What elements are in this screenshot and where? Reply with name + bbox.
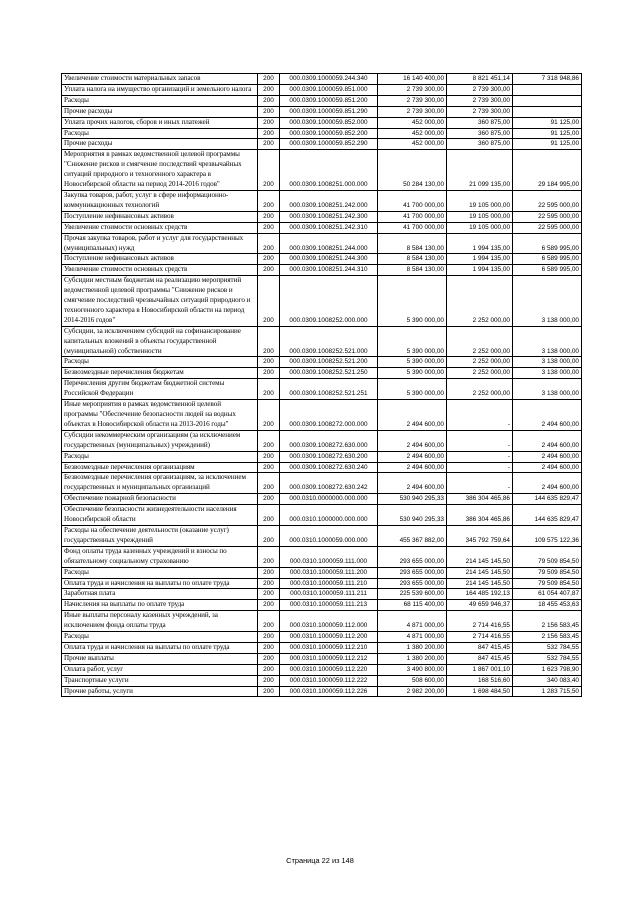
row-remaining-amount: 61 054 407,87 xyxy=(513,589,582,600)
table-row xyxy=(62,211,582,222)
table-row xyxy=(62,139,582,150)
table-row xyxy=(62,265,582,276)
row-budget-code: 000.0309.1008272.630.200 xyxy=(280,451,378,462)
row-remaining-amount: 79 509 854,50 xyxy=(513,546,582,567)
row-budget-code: 000.0310.1000059.112.212 xyxy=(280,653,378,664)
row-approved-amount: 8 584 130,00 xyxy=(378,233,447,254)
row-executed-amount: 2 252 000,00 xyxy=(447,276,513,327)
row-admin-code: 200 xyxy=(258,150,280,191)
row-remaining-amount: 3 138 000,00 xyxy=(513,326,582,357)
row-remaining-amount: 91 125,00 xyxy=(513,117,582,128)
row-approved-amount: 293 655 000,00 xyxy=(378,578,447,589)
row-remaining-amount: 2 494 600,00 xyxy=(513,430,582,451)
row-executed-amount: 21 099 135,00 xyxy=(447,150,513,191)
row-approved-amount: 41 700 000,00 xyxy=(378,222,447,233)
row-budget-code: 000.0310.1000059.111.213 xyxy=(280,600,378,611)
row-executed-amount: 360 875,00 xyxy=(447,117,513,128)
row-executed-amount: 49 659 946,37 xyxy=(447,600,513,611)
row-admin-code: 200 xyxy=(258,546,280,567)
row-name: Расходы xyxy=(62,357,258,368)
row-executed-amount: 19 105 000,00 xyxy=(447,211,513,222)
row-admin-code: 200 xyxy=(258,462,280,473)
row-approved-amount: 1 380 200,00 xyxy=(378,653,447,664)
row-executed-amount: 214 145 145,50 xyxy=(447,578,513,589)
row-budget-code: 000.0309.1008251.244.300 xyxy=(280,254,378,265)
row-name: Начисления на выплаты по оплате труда xyxy=(62,600,258,611)
row-admin-code: 200 xyxy=(258,233,280,254)
row-budget-code: 000.0309.1008252.521.250 xyxy=(280,368,378,379)
row-remaining-amount: 3 138 000,00 xyxy=(513,276,582,327)
row-admin-code: 200 xyxy=(258,632,280,643)
row-approved-amount: 41 700 000,00 xyxy=(378,211,447,222)
row-approved-amount: 68 115 400,00 xyxy=(378,600,447,611)
row-executed-amount: 345 792 759,64 xyxy=(447,525,513,546)
row-remaining-amount: 3 138 000,00 xyxy=(513,357,582,368)
row-approved-amount: 16 140 400,00 xyxy=(378,74,447,85)
row-executed-amount: 1 994 135,00 xyxy=(447,233,513,254)
row-budget-code: 000.0310.1000059.112.200 xyxy=(280,632,378,643)
row-remaining-amount: 144 635 829,47 xyxy=(513,505,582,526)
row-approved-amount: 4 871 000,00 xyxy=(378,632,447,643)
table-row xyxy=(62,233,582,254)
row-name: Субсидии некоммерческим организациям (за исключением государственных (муниципальных) учреждений) xyxy=(62,430,258,451)
row-approved-amount: 41 700 000,00 xyxy=(378,190,447,211)
table-row xyxy=(62,430,582,451)
row-executed-amount: 164 485 192,13 xyxy=(447,589,513,600)
row-budget-code: 000.0309.1008272.630.242 xyxy=(280,473,378,494)
table-row xyxy=(62,632,582,643)
row-remaining-amount: 91 125,00 xyxy=(513,139,582,150)
row-executed-amount: 2 252 000,00 xyxy=(447,326,513,357)
row-budget-code: 000.0309.1000059.851.200 xyxy=(280,95,378,106)
row-name: Уплата прочих налогов, сборов и иных платежей xyxy=(62,117,258,128)
budget-table xyxy=(61,73,582,697)
row-executed-amount: 386 304 465,86 xyxy=(447,505,513,526)
row-name: Увеличение стоимости материальных запасов xyxy=(62,74,258,85)
row-executed-amount: 214 145 145,50 xyxy=(447,567,513,578)
table-row xyxy=(62,326,582,357)
row-executed-amount: 360 875,00 xyxy=(447,139,513,150)
row-name: Расходы xyxy=(62,451,258,462)
row-approved-amount: 452 000,00 xyxy=(378,117,447,128)
row-executed-amount: 19 105 000,00 xyxy=(447,190,513,211)
table-row xyxy=(62,600,582,611)
table-row xyxy=(62,451,582,462)
row-remaining-amount: 2 494 600,00 xyxy=(513,462,582,473)
row-budget-code: 000.0310.1000000.000.000 xyxy=(280,505,378,526)
row-remaining-amount: 2 494 600,00 xyxy=(513,473,582,494)
row-approved-amount: 1 380 200,00 xyxy=(378,642,447,653)
table-row xyxy=(62,578,582,589)
table-row xyxy=(62,642,582,653)
row-name: Оплата труда и начисления на выплаты по оплате труда xyxy=(62,578,258,589)
row-remaining-amount: 144 635 829,47 xyxy=(513,494,582,505)
row-budget-code: 000.0310.1000059.111.210 xyxy=(280,578,378,589)
row-admin-code: 200 xyxy=(258,254,280,265)
row-admin-code: 200 xyxy=(258,139,280,150)
row-approved-amount: 8 584 130,00 xyxy=(378,265,447,276)
table-row xyxy=(62,95,582,106)
row-remaining-amount: 91 125,00 xyxy=(513,128,582,139)
row-admin-code: 200 xyxy=(258,525,280,546)
table-row xyxy=(62,150,582,191)
row-budget-code: 000.0310.1000059.112.226 xyxy=(280,686,378,697)
row-executed-amount: - xyxy=(447,462,513,473)
row-approved-amount: 5 390 000,00 xyxy=(378,276,447,327)
row-budget-code: 000.0309.1008251.244.310 xyxy=(280,265,378,276)
table-row xyxy=(62,84,582,95)
row-remaining-amount xyxy=(513,95,582,106)
row-admin-code: 200 xyxy=(258,505,280,526)
row-remaining-amount: 1 623 798,90 xyxy=(513,664,582,675)
row-name: Перечисления другим бюджетам бюджетной системы Российской Федерации xyxy=(62,379,258,400)
row-admin-code: 200 xyxy=(258,686,280,697)
row-remaining-amount xyxy=(513,106,582,117)
row-name: Поступление нефинансовых активов xyxy=(62,254,258,265)
row-executed-amount: 386 304 465,86 xyxy=(447,494,513,505)
row-admin-code: 200 xyxy=(258,653,280,664)
row-admin-code: 200 xyxy=(258,265,280,276)
table-row xyxy=(62,222,582,233)
row-budget-code: 000.0309.1008272.630.000 xyxy=(280,430,378,451)
row-budget-code: 000.0309.1008272.630.240 xyxy=(280,462,378,473)
table-row xyxy=(62,675,582,686)
row-name: Оплата труда и начисления на выплаты по оплате труда xyxy=(62,642,258,653)
row-executed-amount: - xyxy=(447,473,513,494)
table-row xyxy=(62,686,582,697)
row-approved-amount: 452 000,00 xyxy=(378,128,447,139)
budget-table-body xyxy=(62,74,582,697)
row-name: Обеспечение безопасности жизнедеятельности населения Новосибирской области xyxy=(62,505,258,526)
row-approved-amount: 530 940 295,33 xyxy=(378,505,447,526)
row-executed-amount: 360 875,00 xyxy=(447,128,513,139)
row-approved-amount: 2 739 300,00 xyxy=(378,84,447,95)
row-name: Прочие выплаты xyxy=(62,653,258,664)
table-row xyxy=(62,400,582,431)
table-row xyxy=(62,117,582,128)
row-executed-amount: 847 415,45 xyxy=(447,653,513,664)
row-approved-amount: 530 940 295,33 xyxy=(378,494,447,505)
row-executed-amount: - xyxy=(447,451,513,462)
row-admin-code: 200 xyxy=(258,430,280,451)
row-admin-code: 200 xyxy=(258,222,280,233)
row-admin-code: 200 xyxy=(258,276,280,327)
row-budget-code: 000.0310.1000059.112.210 xyxy=(280,642,378,653)
row-remaining-amount: 6 589 995,00 xyxy=(513,265,582,276)
row-admin-code: 200 xyxy=(258,451,280,462)
table-row xyxy=(62,653,582,664)
row-approved-amount: 2 739 300,00 xyxy=(378,95,447,106)
row-admin-code: 200 xyxy=(258,95,280,106)
row-approved-amount: 452 000,00 xyxy=(378,139,447,150)
row-budget-code: 000.0309.1008252.521.200 xyxy=(280,357,378,368)
row-executed-amount: 1 994 135,00 xyxy=(447,254,513,265)
row-executed-amount: 1 994 135,00 xyxy=(447,265,513,276)
row-executed-amount: 2 252 000,00 xyxy=(447,368,513,379)
row-executed-amount: 168 516,60 xyxy=(447,675,513,686)
row-name: Безвозмездные перечисления организациям, за исключением государственных и муниципальных организаций xyxy=(62,473,258,494)
row-remaining-amount: 79 509 854,50 xyxy=(513,578,582,589)
row-name: Заработная плата xyxy=(62,589,258,600)
row-remaining-amount: 2 494 600,00 xyxy=(513,400,582,431)
page-number: Страница 22 из 148 xyxy=(286,856,354,865)
row-remaining-amount: 532 784,55 xyxy=(513,653,582,664)
row-admin-code: 200 xyxy=(258,326,280,357)
row-admin-code: 200 xyxy=(258,567,280,578)
row-remaining-amount: 7 318 948,86 xyxy=(513,74,582,85)
row-budget-code: 000.0310.1000059.111.000 xyxy=(280,546,378,567)
row-approved-amount: 2 982 200,00 xyxy=(378,686,447,697)
row-name: Увеличение стоимости основных средств xyxy=(62,265,258,276)
row-approved-amount: 508 600,00 xyxy=(378,675,447,686)
row-remaining-amount: 6 589 995,00 xyxy=(513,233,582,254)
row-approved-amount: 5 390 000,00 xyxy=(378,379,447,400)
row-admin-code: 200 xyxy=(258,664,280,675)
row-budget-code: 000.0309.1000059.852.290 xyxy=(280,139,378,150)
row-budget-code: 000.0310.1000059.112.000 xyxy=(280,611,378,632)
row-admin-code: 200 xyxy=(258,600,280,611)
row-name: Прочая закупка товаров, работ и услуг для государственных (муниципальных) нужд xyxy=(62,233,258,254)
row-executed-amount: 2 714 416,55 xyxy=(447,611,513,632)
table-row xyxy=(62,74,582,85)
row-executed-amount: 214 145 145,50 xyxy=(447,546,513,567)
row-executed-amount: 1 698 484,50 xyxy=(447,686,513,697)
row-admin-code: 200 xyxy=(258,589,280,600)
table-row xyxy=(62,357,582,368)
row-approved-amount: 5 390 000,00 xyxy=(378,357,447,368)
row-approved-amount: 2 494 600,00 xyxy=(378,473,447,494)
row-admin-code: 200 xyxy=(258,675,280,686)
table-row xyxy=(62,106,582,117)
table-row xyxy=(62,505,582,526)
row-executed-amount: - xyxy=(447,430,513,451)
row-budget-code: 000.0310.1000059.111.200 xyxy=(280,567,378,578)
table-row xyxy=(62,664,582,675)
row-budget-code: 000.0309.1008251.242.310 xyxy=(280,222,378,233)
row-budget-code: 000.0309.1000059.244.340 xyxy=(280,74,378,85)
row-name: Иные мероприятия в рамках ведомственной целевой программы "Обеспечение безопасности людей на водных объектах в Новосибирской области на 2013-2016 годы" xyxy=(62,400,258,431)
row-approved-amount: 2 494 600,00 xyxy=(378,430,447,451)
table-row xyxy=(62,611,582,632)
row-admin-code: 200 xyxy=(258,642,280,653)
row-remaining-amount: 532 784,55 xyxy=(513,642,582,653)
row-name: Расходы на обеспечение деятельности (оказание услуг) государственных учреждений xyxy=(62,525,258,546)
row-name: Безвозмездные перечисления организациям xyxy=(62,462,258,473)
row-executed-amount: 8 821 451,14 xyxy=(447,74,513,85)
row-admin-code: 200 xyxy=(258,611,280,632)
table-row xyxy=(62,473,582,494)
row-name: Субсидии, за исключением субсидий на софинансирование капитальных вложений в объекты государственной (муниципальной) собственности xyxy=(62,326,258,357)
row-remaining-amount: 22 595 000,00 xyxy=(513,211,582,222)
row-approved-amount: 293 655 000,00 xyxy=(378,567,447,578)
table-row xyxy=(62,276,582,327)
row-budget-code: 000.0309.1000059.852.200 xyxy=(280,128,378,139)
row-executed-amount: - xyxy=(447,400,513,431)
row-name: Расходы xyxy=(62,128,258,139)
row-budget-code: 000.0310.1000059.111.211 xyxy=(280,589,378,600)
table-row xyxy=(62,379,582,400)
row-remaining-amount: 1 283 715,50 xyxy=(513,686,582,697)
row-remaining-amount xyxy=(513,84,582,95)
table-row xyxy=(62,190,582,211)
row-name: Мероприятия в рамках ведомственной целевой программы "Снижение рисков и смягчение последствий чрезвычайных ситуаций природного и техногенного характера в Новосибирской области на период 2014-2016 годов" xyxy=(62,150,258,191)
row-remaining-amount: 3 138 000,00 xyxy=(513,368,582,379)
row-admin-code: 200 xyxy=(258,578,280,589)
row-approved-amount: 2 739 300,00 xyxy=(378,106,447,117)
row-name: Транспортные услуги xyxy=(62,675,258,686)
row-name: Поступление нефинансовых активов xyxy=(62,211,258,222)
row-budget-code: 000.0309.1000059.851.290 xyxy=(280,106,378,117)
row-remaining-amount: 22 595 000,00 xyxy=(513,190,582,211)
row-approved-amount: 2 494 600,00 xyxy=(378,451,447,462)
row-admin-code: 200 xyxy=(258,357,280,368)
row-budget-code: 000.0309.1000059.852.000 xyxy=(280,117,378,128)
row-executed-amount: 2 252 000,00 xyxy=(447,379,513,400)
row-name: Безвозмездные перечисления бюджетам xyxy=(62,368,258,379)
row-approved-amount: 2 494 600,00 xyxy=(378,400,447,431)
row-budget-code: 000.0309.1008272.000.000 xyxy=(280,400,378,431)
row-budget-code: 000.0309.1008252.521.251 xyxy=(280,379,378,400)
row-approved-amount: 8 584 130,00 xyxy=(378,254,447,265)
row-executed-amount: 1 867 001,10 xyxy=(447,664,513,675)
row-name: Фонд оплаты труда казенных учреждений и взносы по обязательному социальному страхованию xyxy=(62,546,258,567)
row-name: Оплата работ, услуг xyxy=(62,664,258,675)
row-name: Прочие расходы xyxy=(62,139,258,150)
table-row xyxy=(62,128,582,139)
row-executed-amount: 2 739 300,00 xyxy=(447,106,513,117)
row-remaining-amount: 2 156 583,45 xyxy=(513,632,582,643)
row-name: Субсидии местным бюджетам на реализацию мероприятий ведомственной целевой программы "Снижение рисков и смягчение последствий чрезвычайных ситуаций природного и техногенного характера в Новосибирской области на период 2014-2016 годов" xyxy=(62,276,258,327)
row-budget-code: 000.0310.1000059.112.220 xyxy=(280,664,378,675)
row-name: Увеличение стоимости основных средств xyxy=(62,222,258,233)
row-remaining-amount: 29 184 995,00 xyxy=(513,150,582,191)
table-row xyxy=(62,462,582,473)
row-budget-code: 000.0310.1000059.000.000 xyxy=(280,525,378,546)
row-remaining-amount: 6 589 995,00 xyxy=(513,254,582,265)
row-name: Прочие расходы xyxy=(62,106,258,117)
row-approved-amount: 293 655 000,00 xyxy=(378,546,447,567)
row-name: Расходы xyxy=(62,95,258,106)
row-admin-code: 200 xyxy=(258,190,280,211)
table-row xyxy=(62,589,582,600)
row-admin-code: 200 xyxy=(258,106,280,117)
row-executed-amount: 19 105 000,00 xyxy=(447,222,513,233)
row-budget-code: 000.0309.1008252.000.000 xyxy=(280,276,378,327)
row-executed-amount: 2 714 416,55 xyxy=(447,632,513,643)
row-admin-code: 200 xyxy=(258,117,280,128)
row-executed-amount: 847 415,45 xyxy=(447,642,513,653)
row-remaining-amount: 2 494 600,00 xyxy=(513,451,582,462)
row-remaining-amount: 22 595 000,00 xyxy=(513,222,582,233)
row-admin-code: 200 xyxy=(258,211,280,222)
row-budget-code: 000.0309.1000059.851.000 xyxy=(280,84,378,95)
row-budget-code: 000.0309.1008251.000.000 xyxy=(280,150,378,191)
table-row xyxy=(62,494,582,505)
row-approved-amount: 225 539 600,00 xyxy=(378,589,447,600)
row-remaining-amount: 340 083,40 xyxy=(513,675,582,686)
row-approved-amount: 5 390 000,00 xyxy=(378,368,447,379)
table-row xyxy=(62,546,582,567)
row-executed-amount: 2 252 000,00 xyxy=(447,357,513,368)
row-name: Уплата налога на имущество организаций и земельного налога xyxy=(62,84,258,95)
row-name: Обеспечение пожарной безопасности xyxy=(62,494,258,505)
row-admin-code: 200 xyxy=(258,494,280,505)
row-approved-amount: 4 871 000,00 xyxy=(378,611,447,632)
row-admin-code: 200 xyxy=(258,379,280,400)
row-admin-code: 200 xyxy=(258,84,280,95)
table-row xyxy=(62,368,582,379)
row-budget-code: 000.0309.1008251.242.300 xyxy=(280,211,378,222)
table-row xyxy=(62,567,582,578)
row-executed-amount: 2 739 300,00 xyxy=(447,95,513,106)
row-name: Расходы xyxy=(62,632,258,643)
row-remaining-amount: 109 575 122,36 xyxy=(513,525,582,546)
row-remaining-amount: 18 455 453,63 xyxy=(513,600,582,611)
row-budget-code: 000.0309.1008251.244.000 xyxy=(280,233,378,254)
row-name: Прочие работы, услуги xyxy=(62,686,258,697)
row-executed-amount: 2 739 300,00 xyxy=(447,84,513,95)
row-budget-code: 000.0309.1008252.521.000 xyxy=(280,326,378,357)
table-row xyxy=(62,525,582,546)
budget-report-sheet xyxy=(61,73,581,697)
row-admin-code: 200 xyxy=(258,400,280,431)
row-budget-code: 000.0309.1008251.242.000 xyxy=(280,190,378,211)
row-budget-code: 000.0310.0000000.000.000 xyxy=(280,494,378,505)
row-approved-amount: 3 490 800,00 xyxy=(378,664,447,675)
row-name: Иные выплаты персоналу казенных учреждений, за исключением фонда оплаты труда xyxy=(62,611,258,632)
row-name: Закупка товаров, работ, услуг в сфере информационно-коммуникационных технологий xyxy=(62,190,258,211)
row-approved-amount: 2 494 600,00 xyxy=(378,462,447,473)
row-approved-amount: 50 284 130,00 xyxy=(378,150,447,191)
row-remaining-amount: 79 509 854,50 xyxy=(513,567,582,578)
row-remaining-amount: 3 138 000,00 xyxy=(513,379,582,400)
row-name: Расходы xyxy=(62,567,258,578)
row-approved-amount: 5 390 000,00 xyxy=(378,326,447,357)
row-admin-code: 200 xyxy=(258,128,280,139)
row-admin-code: 200 xyxy=(258,74,280,85)
row-admin-code: 200 xyxy=(258,473,280,494)
row-admin-code: 200 xyxy=(258,368,280,379)
table-row xyxy=(62,254,582,265)
row-remaining-amount: 2 156 583,45 xyxy=(513,611,582,632)
row-budget-code: 000.0310.1000059.112.222 xyxy=(280,675,378,686)
row-approved-amount: 455 367 882,00 xyxy=(378,525,447,546)
